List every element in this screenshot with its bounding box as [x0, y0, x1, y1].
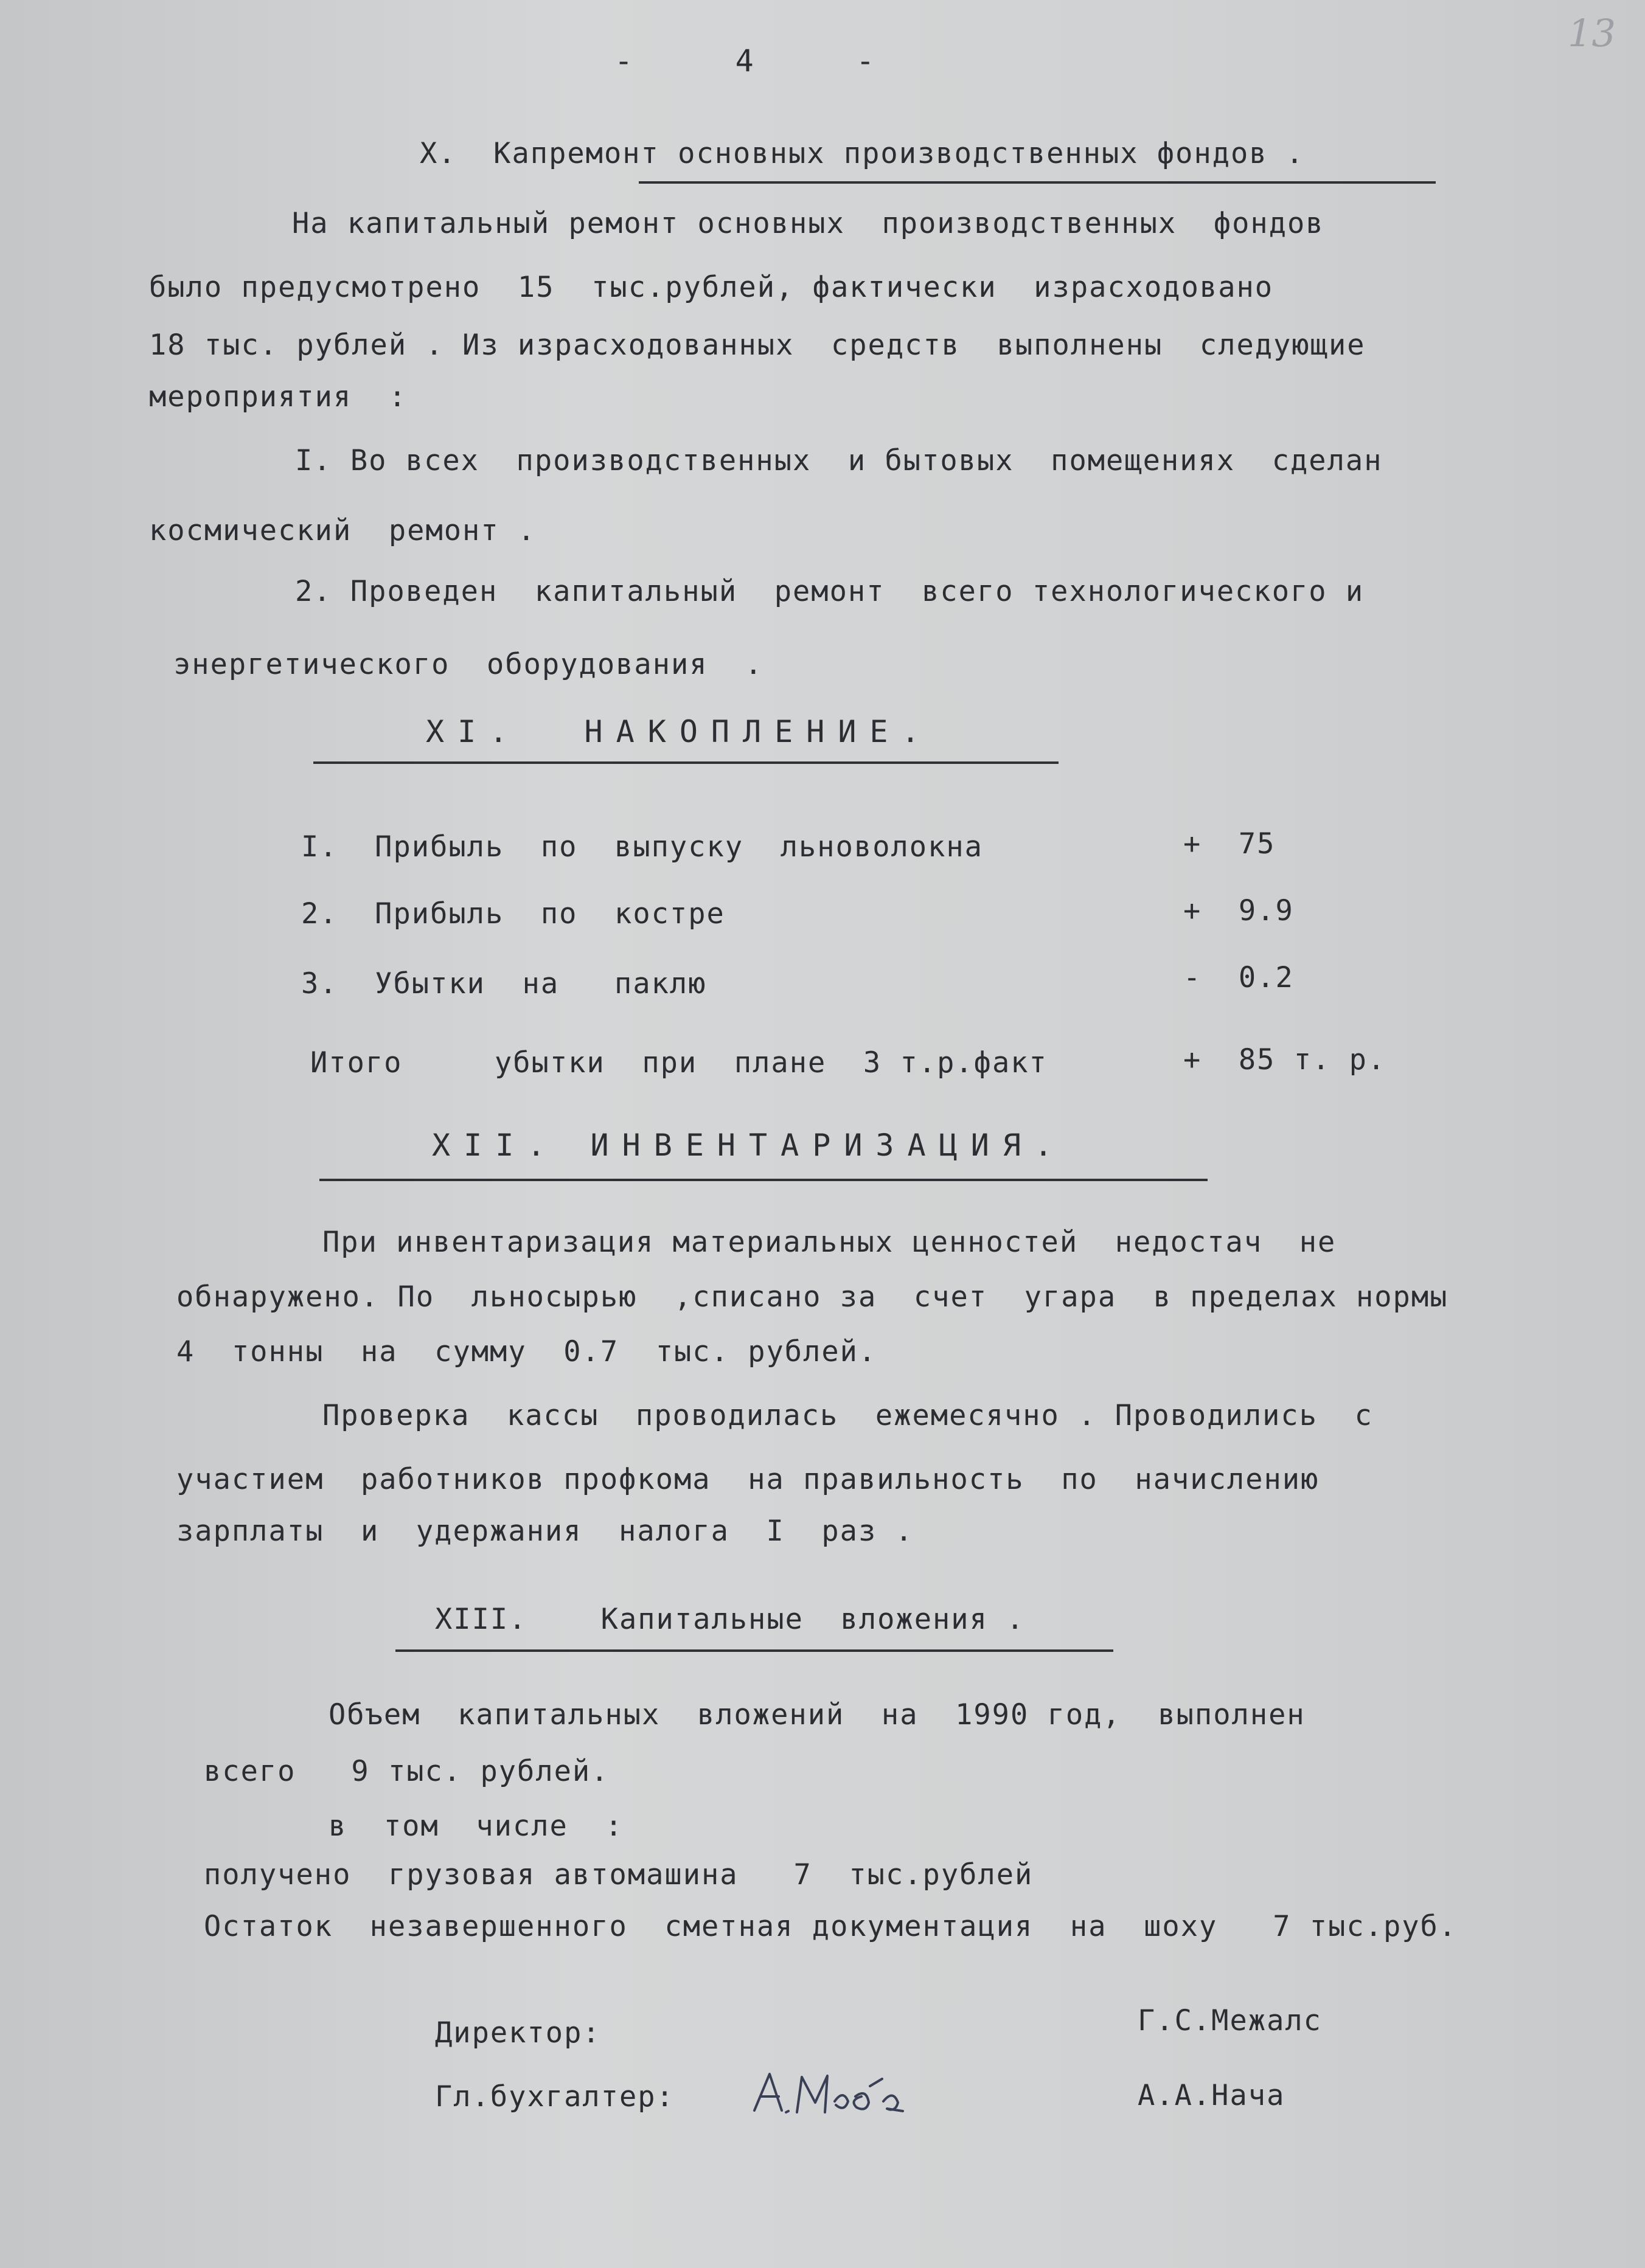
- section-10-paragraph-line-3: 18 тыс. рублей . Из израсходованных средств выполнены следующие: [149, 328, 1366, 362]
- section-12-paragraph-line-2: обнаружено. По льносырью ,списано за счет угара в пределах нормы: [176, 1280, 1449, 1314]
- section-12-title: XII. ИНВЕНТАРИЗАЦИЯ.: [432, 1128, 1066, 1163]
- director-label: Директор:: [435, 2016, 601, 2050]
- section-11-underline: [313, 761, 1059, 764]
- accumulation-row-value: + 75: [1183, 827, 1276, 861]
- section-10-paragraph-line-1: На капитальный ремонт основных производственных фондов: [292, 207, 1324, 240]
- section-10-item-1-line-1: I. Во всех производственных и бытовых помещениях сделан: [295, 444, 1383, 477]
- accumulation-row-label: 3. Убытки на паклю: [301, 967, 707, 1000]
- section-10-item-2-line-2: энергетического оборудования .: [173, 648, 763, 681]
- section-13-paragraph-line-1: Объем капитальных вложений на 1990 год, выполнен: [329, 1698, 1306, 1732]
- section-10-paragraph-line-4: мероприятия :: [149, 380, 408, 414]
- section-13-paragraph-line-4: получено грузовая автомашина 7 тыс.рублей: [204, 1858, 1034, 1892]
- section-13-paragraph-line-3: в том числе :: [329, 1809, 624, 1843]
- director-name: Г.С.Межалс: [1138, 2004, 1322, 2037]
- section-10-item-2-line-1: 2. Проведен капитальный ремонт всего технологического и: [295, 575, 1365, 608]
- accumulation-total-value: + 85 т. р.: [1183, 1043, 1386, 1077]
- section-13-paragraph-line-5: Остаток незавершенного сметная документация на шоху 7 тыс.руб.: [204, 1910, 1458, 1943]
- accumulation-row-label: 2. Прибыль по костре: [301, 897, 725, 931]
- handwritten-signature: [748, 2059, 906, 2126]
- section-11-title: XI. НАКОПЛЕНИЕ.: [426, 714, 933, 749]
- accumulation-row-value: + 9.9: [1183, 894, 1294, 928]
- section-12-paragraph-line-5: участием работников профкома на правильность по начислению: [176, 1463, 1320, 1496]
- page-number: - 4 -: [614, 43, 877, 78]
- chief-accountant-name: А.А.Нача: [1138, 2079, 1285, 2112]
- corner-page-number: 13: [1568, 11, 1616, 55]
- section-12-underline: [319, 1179, 1208, 1181]
- accumulation-row-label: I. Прибыль по выпуску льноволокна: [301, 830, 983, 864]
- chief-accountant-label: Гл.бухгалтер:: [435, 2080, 675, 2114]
- section-10-paragraph-line-2: было предусмотрено 15 тыс.рублей, фактически израсходовано: [149, 271, 1274, 304]
- section-12-paragraph-line-3: 4 тонны на сумму 0.7 тыс. рублей.: [176, 1335, 877, 1368]
- section-12-paragraph-line-6: зарплаты и удержания налога I раз .: [176, 1514, 914, 1548]
- section-12-paragraph-line-1: При инвентаризация материальных ценностей недостач не: [322, 1226, 1337, 1259]
- section-10-underline: [639, 181, 1436, 184]
- accumulation-row-value: - 0.2: [1183, 961, 1294, 994]
- section-13-paragraph-line-2: всего 9 тыс. рублей.: [204, 1755, 610, 1788]
- section-13-underline: [395, 1649, 1113, 1652]
- section-10-item-1-line-2: космический ремонт .: [149, 514, 537, 547]
- accumulation-total-label: Итого убытки при плане 3 т.р.факт: [310, 1046, 1048, 1080]
- section-10-title: Х. Капремонт основных производственных фондов .: [420, 137, 1305, 170]
- section-12-paragraph-line-4: Проверка кассы проводилась ежемесячно . Проводились с: [322, 1399, 1373, 1432]
- section-13-title: XIII. Капитальные вложения .: [435, 1603, 1025, 1636]
